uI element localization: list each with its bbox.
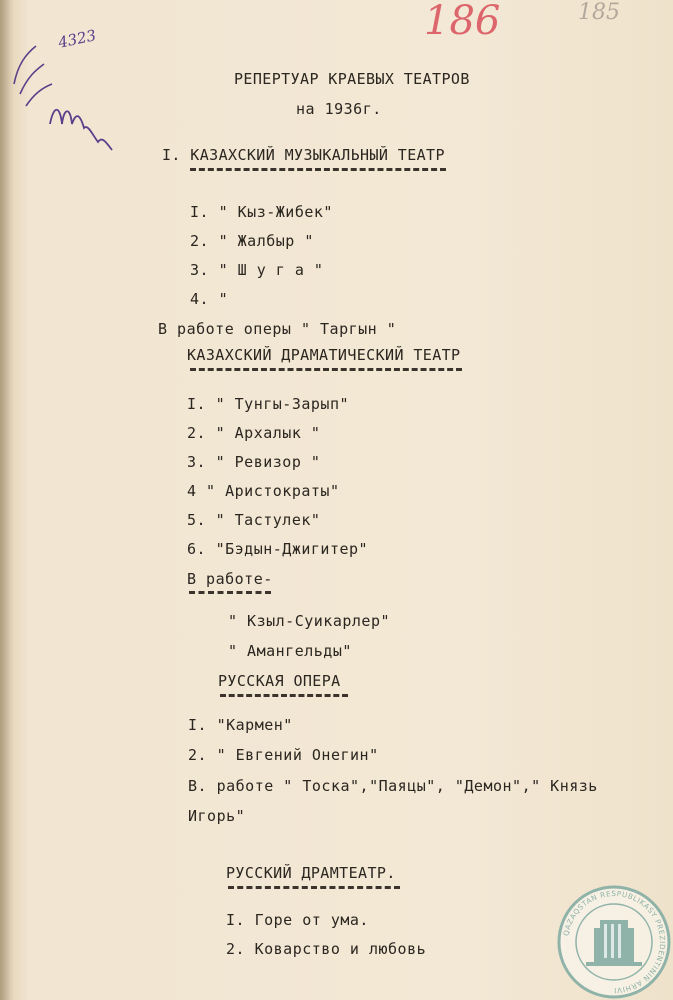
- list-item: 5. " Тастулек": [187, 511, 321, 529]
- section-heading-russian-opera: РУССКАЯ ОПЕРА: [218, 672, 341, 690]
- heading-underline: [190, 368, 462, 371]
- list-item: I. " Тунгы-Зарып": [187, 395, 350, 413]
- list-item: 4 " Аристократы": [187, 482, 340, 500]
- list-item: I. Горе от ума.: [226, 911, 369, 929]
- list-item: 2. " Жалбыр ": [190, 232, 314, 250]
- list-item: 2. Коварство и любовь: [226, 940, 427, 958]
- list-item: 6. "Бэдын-Джигитер": [187, 540, 369, 558]
- svg-text:QAZAQSTAN RESPUBLIKASY PREZIDE: QAZAQSTAN RESPUBLIKASY PREZIDENTINIŃ ARHIVI: [561, 888, 668, 996]
- in-work-note: В работе оперы " Таргын ": [158, 320, 397, 338]
- in-work-label: В работе-: [187, 570, 273, 588]
- list-item: 3. " Ревизор ": [187, 453, 321, 471]
- list-item: " Кзыл-Суикарлер": [228, 612, 391, 630]
- list-item: I. " Кыз-Жибек": [190, 203, 333, 221]
- list-item: 3. " Ш у г а ": [190, 261, 324, 279]
- sheet-number: 186: [424, 0, 501, 44]
- section-heading-kazakh-music: I. КАЗАХСКИЙ МУЗЫКАЛЬНЫЙ ТЕАТР: [162, 146, 445, 164]
- archive-seal: [556, 884, 672, 1000]
- heading-underline: [190, 168, 446, 171]
- document-title: РЕПЕРТУАР КРАЕВЫХ ТЕАТРОВ: [234, 70, 470, 88]
- heading-underline: [220, 694, 348, 697]
- document-year: на 1936г.: [296, 100, 382, 118]
- heading-underline: [228, 886, 400, 889]
- handwritten-note: 4323: [56, 26, 98, 52]
- in-work-note: В. работе " Тоска","Паяцы", "Демон"," Князь: [188, 777, 598, 795]
- section-heading-kazakh-drama: КАЗАХСКИЙ ДРАМАТИЧЕСКИЙ ТЕАТР: [187, 346, 461, 364]
- label-underline: [189, 591, 271, 594]
- list-item: 2. " Евгений Онегин": [188, 746, 379, 764]
- list-item: " Амангельды": [228, 642, 352, 660]
- in-work-note-continued: Игорь": [188, 807, 246, 825]
- list-item: 4. ": [190, 290, 229, 308]
- section-heading-russian-drama: РУССКИЙ ДРАМТЕАТР.: [226, 864, 396, 882]
- corner-number: 185: [578, 0, 620, 25]
- list-item: I. "Кармен": [188, 716, 293, 734]
- list-item: 2. " Архалык ": [187, 424, 321, 442]
